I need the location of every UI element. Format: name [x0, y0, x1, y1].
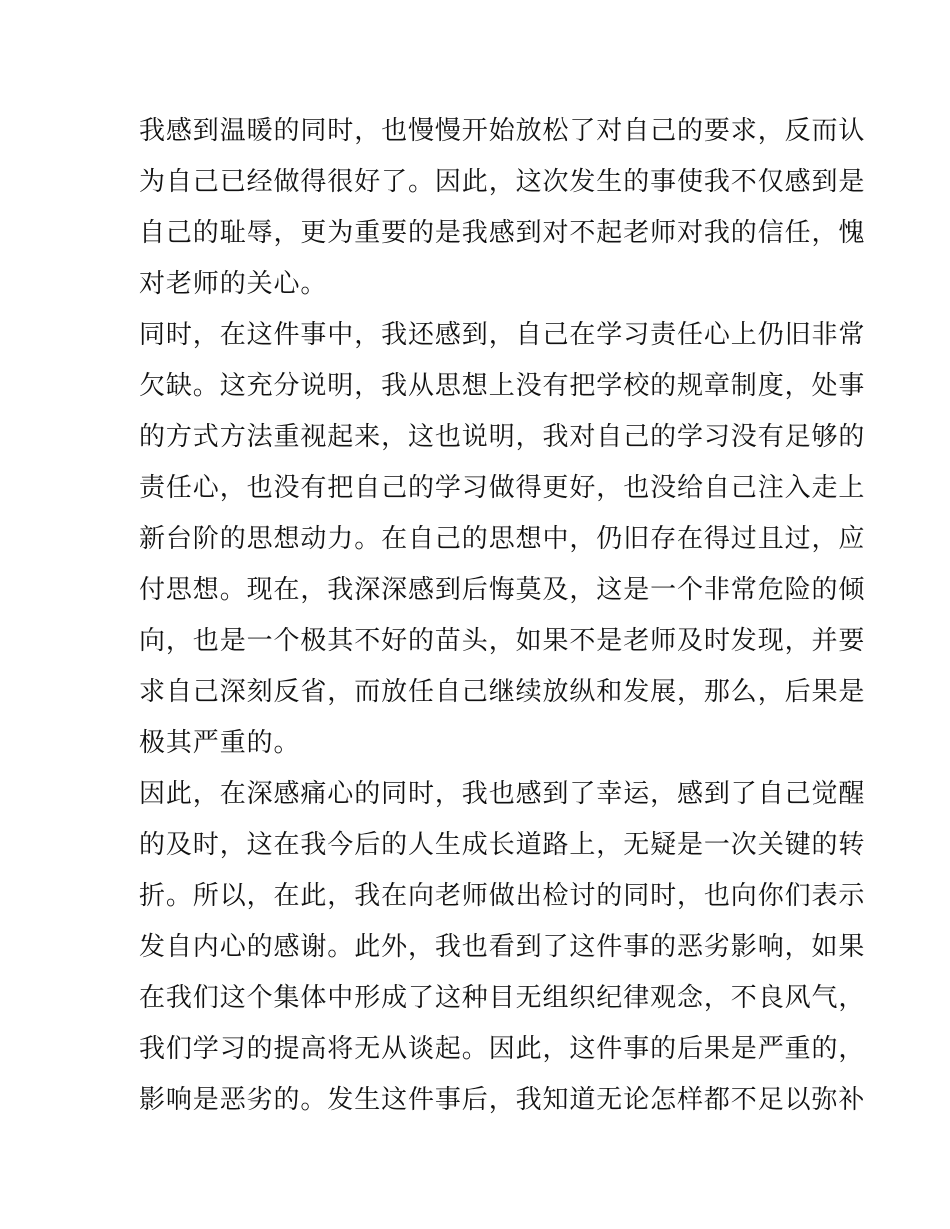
text-line: 的及时，这在我今后的人生成长道路上，无疑是一次关键的转 [139, 830, 866, 860]
text-line: 求自己深刻反省，而放任自己继续放纵和发展，那么，后果是 [139, 677, 866, 707]
text-line: 付思想。现在，我深深感到后悔莫及，这是一个非常危险的倾 [139, 575, 866, 605]
text-line: 责任心，也没有把自己的学习做得更好，也没给自己注入走上 [139, 473, 866, 503]
document-body-text [139, 106, 866, 1126]
text-line: 对老师的关心。 [139, 269, 328, 299]
text-line: 新台阶的思想动力。在自己的思想中，仍旧存在得过且过，应 [139, 524, 866, 554]
text-line: 折。所以，在此，我在向老师做出检讨的同时，也向你们表示 [139, 881, 866, 911]
text-line: 极其严重的。 [139, 728, 301, 758]
text-line: 因此，在深感痛心的同时，我也感到了幸运，感到了自己觉醒 [139, 779, 866, 809]
text-line: 自己的耻辱，更为重要的是我感到对不起老师对我的信任，愧 [139, 218, 866, 248]
text-line: 发自内心的感谢。此外，我也看到了这件事的恶劣影响，如果 [139, 932, 866, 962]
text-line: 的方式方法重视起来，这也说明，我对自己的学习没有足够的 [139, 422, 866, 452]
text-line: 向，也是一个极其不好的苗头，如果不是老师及时发现，并要 [139, 626, 866, 656]
text-line: 我们学习的提高将无从谈起。因此，这件事的后果是严重的， [139, 1034, 866, 1064]
text-line: 在我们这个集体中形成了这种目无组织纪律观念，不良风气， [139, 983, 866, 1013]
text-line: 我感到温暖的同时，也慢慢开始放松了对自己的要求，反而认 [139, 116, 866, 146]
text-line: 为自己已经做得很好了。因此，这次发生的事使我不仅感到是 [139, 167, 866, 197]
text-line: 欠缺。这充分说明，我从思想上没有把学校的规章制度，处事 [139, 371, 866, 401]
text-line: 影响是恶劣的。发生这件事后，我知道无论怎样都不足以弥补 [139, 1085, 866, 1115]
text-line: 同时，在这件事中，我还感到，自己在学习责任心上仍旧非常 [139, 320, 866, 350]
